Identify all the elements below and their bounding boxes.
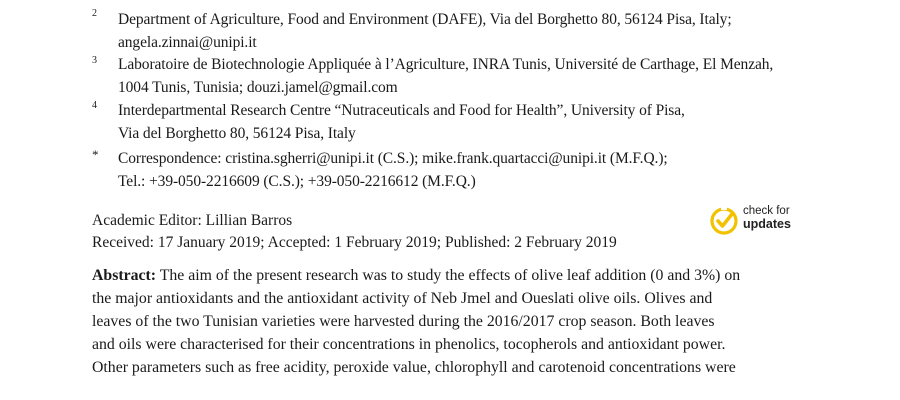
affiliation-line: 1004 Tunis, Tunisia; douzi.jamel@gmail.com (118, 79, 398, 96)
badge-line1: check for (743, 205, 790, 217)
check-for-updates-badge[interactable] (710, 205, 804, 239)
check-updates-icon (710, 206, 738, 236)
affiliation-number: 4 (92, 100, 97, 111)
abstract-line: Other parameters such as free acidity, peroxide value, chlorophyll and carotenoid concentrations were (92, 359, 736, 376)
academic-editor: Academic Editor: Lillian Barros (92, 212, 293, 229)
badge-line2: updates (743, 217, 791, 231)
abstract-line (92, 265, 740, 287)
abstract-line: the major antioxidants and the antioxidant activity of Neb Jmel and Oueslati olive oils. Olives and (92, 290, 713, 307)
abstract-text: The aim of the present research was to study the effects of olive leaf addition (0 and 3%) on (156, 267, 741, 284)
affiliation-number: 2 (92, 8, 97, 19)
affiliation-email[interactable]: angela.zinnai@unipi.it (118, 34, 257, 51)
abstract-line: and oils were characterised for their concentrations in phenolics, tocopherols and antioxidant power. (92, 336, 726, 353)
affiliation-line: Via del Borghetto 80, 56124 Pisa, Italy (118, 125, 356, 142)
correspondence-phone: Tel.: +39-050-2216609 (C.S.); +39-050-2216612 (M.F.Q.) (118, 173, 476, 190)
affiliation-number: 3 (92, 55, 97, 66)
badge-text (743, 205, 791, 231)
affiliation-line: Laboratoire de Biotechnologie Appliquée à l’Agriculture, INRA Tunis, Université de Carthage, El Menzah, (118, 56, 774, 73)
correspondence-marker: * (92, 147, 99, 162)
abstract-line: leaves of the two Tunisian varieties were harvested during the 2016/2017 crop season. Both leaves (92, 313, 715, 330)
affiliation-line: Department of Agriculture, Food and Environment (DAFE), Via del Borghetto 80, 56124 Pisa, Italy; (118, 11, 732, 28)
correspondence-line: Correspondence: cristina.sgherri@unipi.it (C.S.); mike.frank.quartacci@unipi.it (M.F.Q.); (118, 150, 668, 167)
cropped-top-line (118, 0, 718, 4)
abstract-label: Abstract: (92, 267, 157, 284)
affiliation-line: Interdepartmental Research Centre “Nutraceuticals and Food for Health”, University of Pisa, (118, 102, 685, 119)
publication-dates: Received: 17 January 2019; Accepted: 1 February 2019; Published: 2 February 2019 (92, 234, 617, 251)
